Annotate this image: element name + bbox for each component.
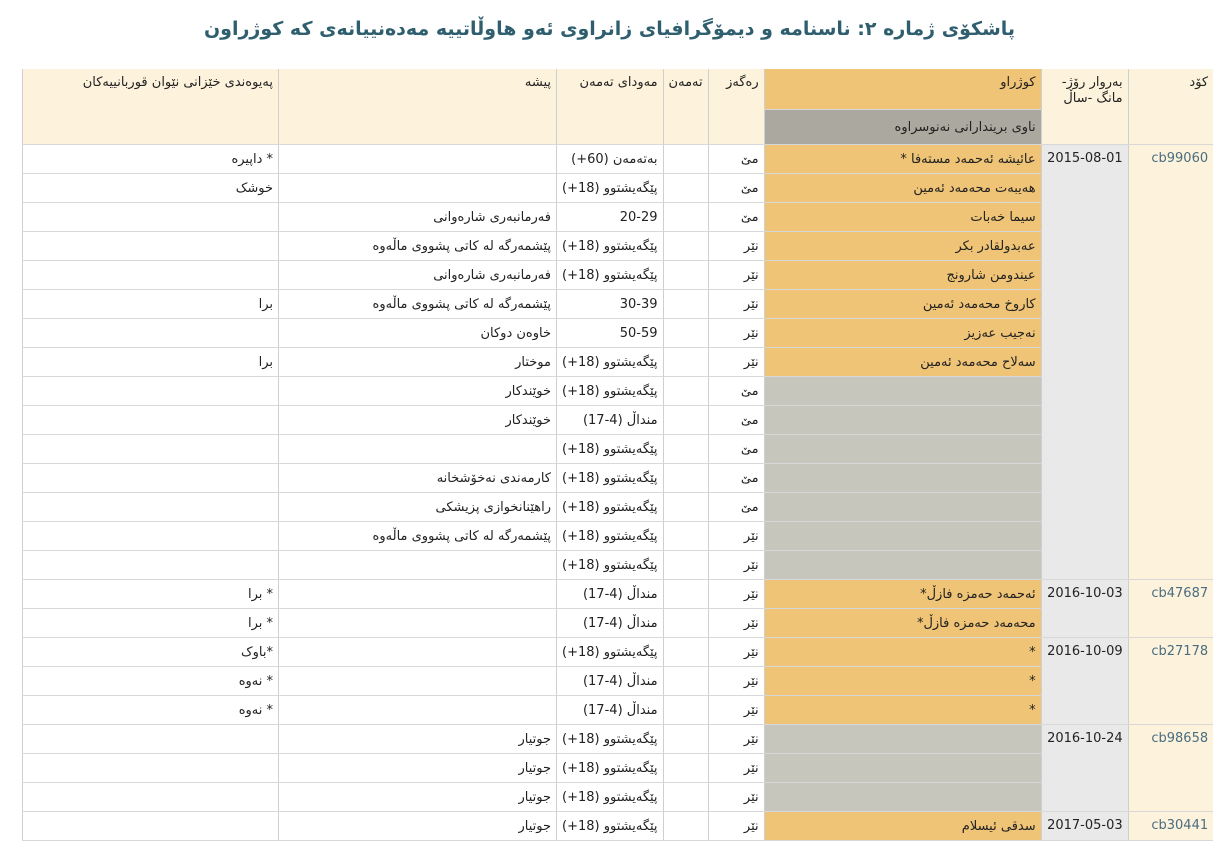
victim-gender: نێر bbox=[708, 319, 764, 348]
victim-age bbox=[663, 783, 708, 812]
victim-relation bbox=[23, 464, 279, 493]
table-row bbox=[23, 522, 1214, 551]
victim-occupation bbox=[279, 609, 557, 638]
victim-name: عائیشە ئەحمەد مستەفا * bbox=[764, 145, 1041, 174]
victim-name bbox=[764, 377, 1041, 406]
victim-name: محەمەد حەمزە فازڵ* bbox=[764, 609, 1041, 638]
victim-gender: مێ bbox=[708, 464, 764, 493]
table-row bbox=[23, 551, 1214, 580]
victim-age bbox=[663, 638, 708, 667]
header-relation: پەیوەندی خێزانی نێوان قوربانییەکان bbox=[23, 69, 279, 145]
table-row bbox=[23, 319, 1214, 348]
victim-relation bbox=[23, 435, 279, 464]
victim-occupation: کارمەندی نەخۆشخانە bbox=[279, 464, 557, 493]
incident-code: cb47687 bbox=[1128, 580, 1213, 638]
victim-age bbox=[663, 377, 708, 406]
victim-age bbox=[663, 348, 708, 377]
victim-name: کاروخ محەمەد ئەمین bbox=[764, 290, 1041, 319]
victim-relation bbox=[23, 783, 279, 812]
victim-age-range: منداڵ (4-17) bbox=[557, 406, 664, 435]
victim-relation bbox=[23, 493, 279, 522]
victim-occupation bbox=[279, 696, 557, 725]
victim-age-range: پێگەیشتوو (18+) bbox=[557, 493, 664, 522]
table-row bbox=[23, 261, 1214, 290]
victim-age-range: پێگەیشتوو (18+) bbox=[557, 754, 664, 783]
victim-name: نەجیب عەزیز bbox=[764, 319, 1041, 348]
victim-age-range: پێگەیشتوو (18+) bbox=[557, 638, 664, 667]
victim-occupation: خوێندکار bbox=[279, 377, 557, 406]
incident-date: 2017-05-03 bbox=[1041, 812, 1128, 841]
victim-name bbox=[764, 754, 1041, 783]
victim-name: سەلاح محەمەد ئەمین bbox=[764, 348, 1041, 377]
victim-age bbox=[663, 145, 708, 174]
victim-name: عەبدولقادر بکر bbox=[764, 232, 1041, 261]
victim-occupation: پێشمەرگە لە کاتی پشووی ماڵەوە bbox=[279, 290, 557, 319]
table-row bbox=[23, 377, 1214, 406]
table-row bbox=[23, 783, 1214, 812]
victim-occupation: جوتیار bbox=[279, 725, 557, 754]
victim-occupation: راهێنانخوازی پزیشکی bbox=[279, 493, 557, 522]
victim-name: سیما خەبات bbox=[764, 203, 1041, 232]
incident-date: 2015-08-01 bbox=[1041, 145, 1128, 580]
table-row bbox=[23, 696, 1214, 725]
page-title: پاشکۆی ژمارە ٢: ناسنامە و دیمۆگرافیای زانراوی ئەو هاوڵاتییە مەدەنییانەی کە کوژراون bbox=[203, 18, 1016, 40]
victim-occupation bbox=[279, 667, 557, 696]
victim-occupation bbox=[279, 435, 557, 464]
victim-name bbox=[764, 522, 1041, 551]
header-victim: کوژراو bbox=[764, 69, 1041, 110]
victim-age bbox=[663, 174, 708, 203]
victim-relation: برا bbox=[23, 290, 279, 319]
victim-gender: مێ bbox=[708, 406, 764, 435]
victim-occupation: پێشمەرگە لە کاتی پشووی ماڵەوە bbox=[279, 522, 557, 551]
victim-name: هەیبەت محەمەد ئەمین bbox=[764, 174, 1041, 203]
victim-gender: نێر bbox=[708, 580, 764, 609]
victim-age-range: پێگەیشتوو (18+) bbox=[557, 522, 664, 551]
victim-age-range: منداڵ (4-17) bbox=[557, 696, 664, 725]
table-row bbox=[23, 145, 1214, 174]
victim-gender: نێر bbox=[708, 522, 764, 551]
victim-age-range: پێگەیشتوو (18+) bbox=[557, 377, 664, 406]
victims-table bbox=[22, 69, 1213, 841]
victim-age bbox=[663, 754, 708, 783]
victim-age-range: پێگەیشتوو (18+) bbox=[557, 174, 664, 203]
victim-relation bbox=[23, 232, 279, 261]
victim-age-range: 20-29 bbox=[557, 203, 664, 232]
table-row bbox=[23, 348, 1214, 377]
victim-occupation bbox=[279, 174, 557, 203]
victim-gender: مێ bbox=[708, 493, 764, 522]
victim-gender: نێر bbox=[708, 232, 764, 261]
header-occupation: پیشە bbox=[279, 69, 557, 145]
victim-occupation: موختار bbox=[279, 348, 557, 377]
victim-relation: * نەوە bbox=[23, 696, 279, 725]
victim-gender: نێر bbox=[708, 609, 764, 638]
incident-code: cb30441 bbox=[1128, 812, 1213, 841]
victim-age bbox=[663, 203, 708, 232]
victim-age bbox=[663, 580, 708, 609]
table-row bbox=[23, 638, 1214, 667]
victim-gender: مێ bbox=[708, 145, 764, 174]
victim-name: * bbox=[764, 696, 1041, 725]
victim-relation bbox=[23, 377, 279, 406]
victim-gender: نێر bbox=[708, 754, 764, 783]
victim-occupation: جوتیار bbox=[279, 783, 557, 812]
victim-age-range: بەتەمەن (60+) bbox=[557, 145, 664, 174]
victim-occupation: فەرمانبەری شارەوانی bbox=[279, 203, 557, 232]
victim-relation: * برا bbox=[23, 609, 279, 638]
victim-gender: نێر bbox=[708, 783, 764, 812]
victim-name bbox=[764, 725, 1041, 754]
victim-relation bbox=[23, 522, 279, 551]
table-row bbox=[23, 290, 1214, 319]
victim-age-range: پێگەیشتوو (18+) bbox=[557, 812, 664, 841]
victim-name: * bbox=[764, 667, 1041, 696]
victim-relation bbox=[23, 725, 279, 754]
victim-occupation bbox=[279, 145, 557, 174]
victim-gender: نێر bbox=[708, 696, 764, 725]
victim-age bbox=[663, 812, 708, 841]
victim-age bbox=[663, 493, 708, 522]
victim-occupation: خاوەن دوکان bbox=[279, 319, 557, 348]
victim-name bbox=[764, 783, 1041, 812]
victim-occupation: خوێندکار bbox=[279, 406, 557, 435]
victim-gender: مێ bbox=[708, 174, 764, 203]
victim-relation: * برا bbox=[23, 580, 279, 609]
victim-name bbox=[764, 464, 1041, 493]
incident-code: cb99060 bbox=[1128, 145, 1213, 580]
victim-age-range: پێگەیشتوو (18+) bbox=[557, 435, 664, 464]
incident-date: 2016-10-03 bbox=[1041, 580, 1128, 638]
header-unnamed-victims: ناوی بریندارانی نەنوسراوە bbox=[764, 110, 1041, 145]
table-row bbox=[23, 232, 1214, 261]
table-row bbox=[23, 174, 1214, 203]
victim-gender: مێ bbox=[708, 203, 764, 232]
incident-date: 2016-10-09 bbox=[1041, 638, 1128, 725]
header-gender: رەگەز bbox=[708, 69, 764, 145]
victim-relation bbox=[23, 319, 279, 348]
header-code: کۆد bbox=[1128, 69, 1213, 145]
victim-relation bbox=[23, 551, 279, 580]
victim-age bbox=[663, 551, 708, 580]
table-row bbox=[23, 609, 1214, 638]
table-row bbox=[23, 754, 1214, 783]
header-date: بەروار رۆژ-مانگ -ساڵ bbox=[1041, 69, 1128, 145]
victim-name bbox=[764, 551, 1041, 580]
victim-occupation: فەرمانبەری شارەوانی bbox=[279, 261, 557, 290]
table-body bbox=[23, 145, 1214, 841]
table-row bbox=[23, 667, 1214, 696]
victim-age-range: پێگەیشتوو (18+) bbox=[557, 464, 664, 493]
table-row bbox=[23, 406, 1214, 435]
victim-age-range: پێگەیشتوو (18+) bbox=[557, 261, 664, 290]
victim-age-range: منداڵ (4-17) bbox=[557, 667, 664, 696]
victim-occupation bbox=[279, 638, 557, 667]
victim-gender: نێر bbox=[708, 551, 764, 580]
table-row bbox=[23, 464, 1214, 493]
victim-gender: مێ bbox=[708, 435, 764, 464]
victim-name bbox=[764, 435, 1041, 464]
victim-name: * bbox=[764, 638, 1041, 667]
table-row bbox=[23, 812, 1214, 841]
victim-age-range: منداڵ (4-17) bbox=[557, 580, 664, 609]
victim-relation bbox=[23, 406, 279, 435]
victim-age bbox=[663, 290, 708, 319]
header-age: تەمەن bbox=[663, 69, 708, 145]
victim-relation bbox=[23, 203, 279, 232]
victim-age bbox=[663, 406, 708, 435]
table-row bbox=[23, 435, 1214, 464]
victim-age-range: منداڵ (4-17) bbox=[557, 609, 664, 638]
victim-age-range: پێگەیشتوو (18+) bbox=[557, 725, 664, 754]
victim-occupation: جوتیار bbox=[279, 812, 557, 841]
victim-age bbox=[663, 522, 708, 551]
victim-age bbox=[663, 232, 708, 261]
victim-gender: نێر bbox=[708, 725, 764, 754]
victim-relation: * نەوە bbox=[23, 667, 279, 696]
victim-name bbox=[764, 406, 1041, 435]
table-row bbox=[23, 203, 1214, 232]
victim-name bbox=[764, 493, 1041, 522]
victim-age bbox=[663, 319, 708, 348]
victim-occupation bbox=[279, 580, 557, 609]
incident-date: 2016-10-24 bbox=[1041, 725, 1128, 812]
table-row bbox=[23, 580, 1214, 609]
victim-age-range: پێگەیشتوو (18+) bbox=[557, 232, 664, 261]
victim-age bbox=[663, 261, 708, 290]
victim-relation: خوشک bbox=[23, 174, 279, 203]
victim-gender: مێ bbox=[708, 377, 764, 406]
victim-age bbox=[663, 725, 708, 754]
incident-code: cb98658 bbox=[1128, 725, 1213, 812]
victim-name: عیندومن شارونج bbox=[764, 261, 1041, 290]
victim-relation: برا bbox=[23, 348, 279, 377]
victim-age bbox=[663, 464, 708, 493]
header-age-range: مەودای تەمەن bbox=[557, 69, 664, 145]
victim-gender: نێر bbox=[708, 261, 764, 290]
victim-gender: نێر bbox=[708, 348, 764, 377]
victim-occupation bbox=[279, 551, 557, 580]
victim-name: ئەحمەد حەمزە فازڵ* bbox=[764, 580, 1041, 609]
victim-age bbox=[663, 435, 708, 464]
victim-occupation: جوتیار bbox=[279, 754, 557, 783]
victim-age-range: 50-59 bbox=[557, 319, 664, 348]
victim-gender: نێر bbox=[708, 812, 764, 841]
victim-age-range: پێگەیشتوو (18+) bbox=[557, 348, 664, 377]
victim-relation: * داپیرە bbox=[23, 145, 279, 174]
victim-relation bbox=[23, 754, 279, 783]
victim-age bbox=[663, 609, 708, 638]
victim-gender: نێر bbox=[708, 667, 764, 696]
victim-age bbox=[663, 696, 708, 725]
victim-relation bbox=[23, 261, 279, 290]
victim-age-range: پێگەیشتوو (18+) bbox=[557, 783, 664, 812]
victim-gender: نێر bbox=[708, 290, 764, 319]
table-row bbox=[23, 725, 1214, 754]
victim-gender: نێر bbox=[708, 638, 764, 667]
victim-age-range: پێگەیشتوو (18+) bbox=[557, 551, 664, 580]
victim-age-range: 30-39 bbox=[557, 290, 664, 319]
victim-relation bbox=[23, 812, 279, 841]
incident-code: cb27178 bbox=[1128, 638, 1213, 725]
victim-occupation: پێشمەرگە لە کاتی پشووی ماڵەوە bbox=[279, 232, 557, 261]
table-row bbox=[23, 493, 1214, 522]
victim-relation: *باوک bbox=[23, 638, 279, 667]
victim-age bbox=[663, 667, 708, 696]
victim-name: سدقی ئیسلام bbox=[764, 812, 1041, 841]
